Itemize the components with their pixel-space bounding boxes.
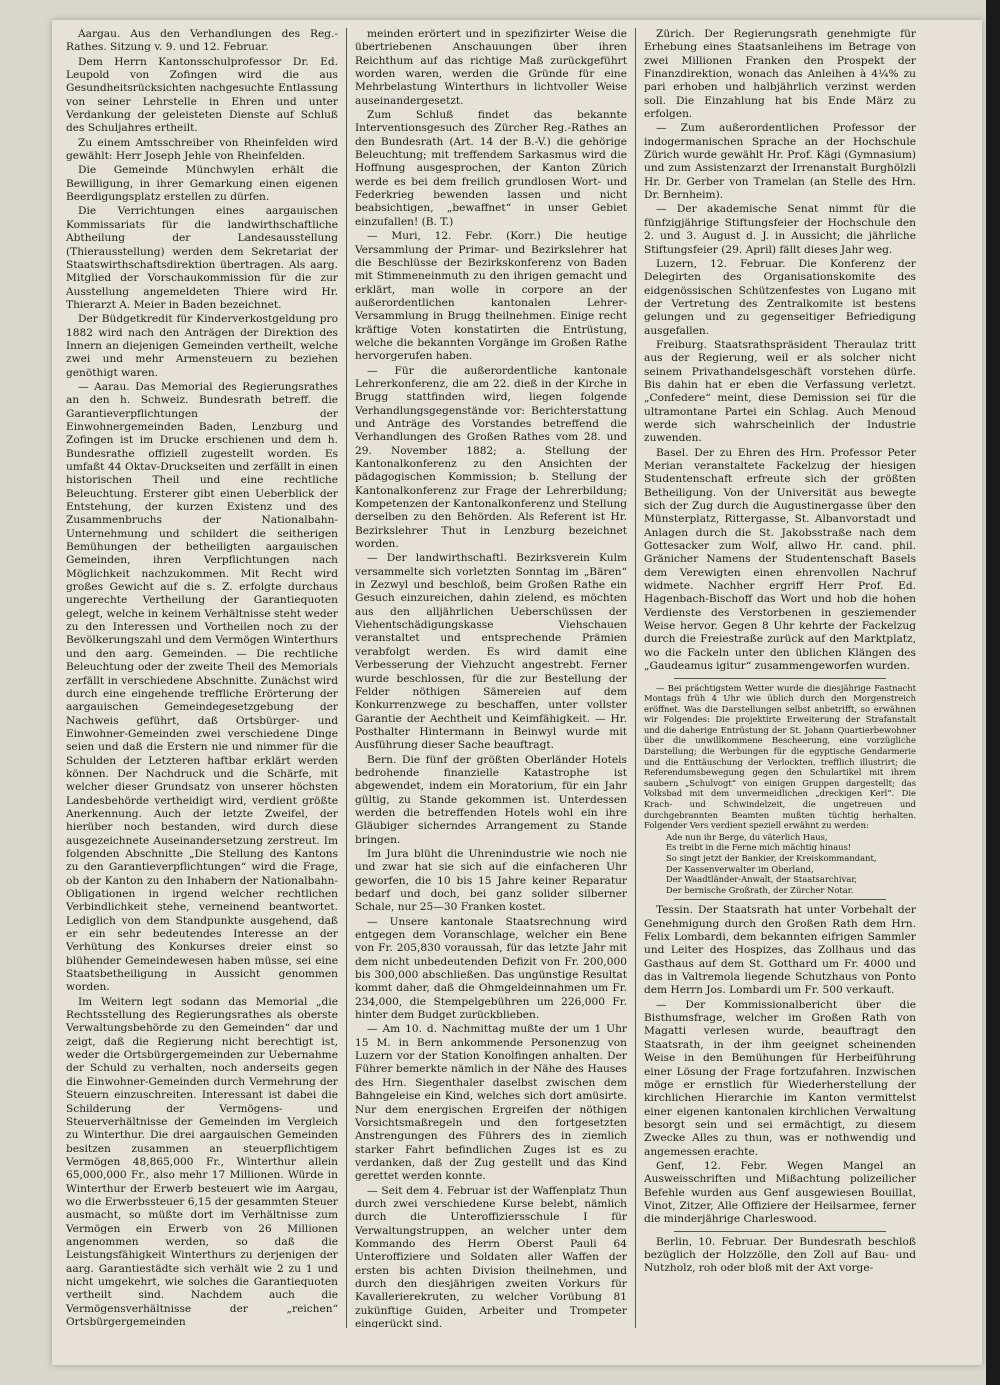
article-paragraph: Zu einem Amtsschreiber von Rheinfelden wird gewählt: Herr Joseph Jehle von Rheinfelden. [66, 136, 338, 163]
article-paragraph: — Für die außerordentliche kantonale Lehrerkonferenz, die am 22. dieß in der Kirche in Brugg stattfinden wird, liegen folgende Verhandlungsgegenstände vor: Berichterstattung und Anträge des Vorstandes betreffend die Verhandlungen des Großen Rathes vom 28. und 29. November 1882; a. Stellung der Kantonalkonferenz zu den Ansichten der pädagogischen Kommission; b. Stellung der Kantonalkonferenz zur Frage der Lehrerbildung; Kompetenzen der Kantonalkonferenz und Stellung derselben zu den Behörden. Als Referent ist Hr. Bezirkslehrer Thut in Lenzburg bezeichnet worden. [355, 364, 627, 551]
article-paragraph: Tessin. Der Staatsrath hat unter Vorbehalt der Genehmigung durch den Großen Rath dem Hrn. Felix Lombardi, dem bekannten eifrigen Sammler und Leiter des Hospizes, das Zollhaus und das Gasthaus auf dem St. Gotthard um Fr. 4000 und das in Valtremola liegende Schutzhaus von Ponto dem Herrn Jos. Lombardi um Fr. 500 verkauft. [644, 904, 916, 997]
column-middle [349, 28, 633, 1328]
article-paragraph: Luzern, 12. Februar. Die Konferenz der Delegirten des Organisationskomite des eidgenössischen Schützenfestes von Lugano mit der Vertretung des Zentralkomite ist bestens gelungen und zu gegenseitiger Befriedigung ausgefallen. [644, 257, 916, 337]
article-paragraph: Zürich. Der Regierungsrath genehmigte für Erhebung eines Staatsanleihens im Betrage von zwei Millionen Franken den Prospekt der Finanzdirektion, wonach das Anleihen à 4¼% zu pari erhoben und halbjährlich verzinst werden soll. Die Einzahlung hat bis Ende März zu erfolgen. [644, 28, 916, 121]
article-paragraph: — Der Kommissionalbericht über die Bisthumsfrage, welcher im Großen Rath von Magatti verlesen wurde, beauftragt den Staatsrath, in der ihm geeignet scheinenden Weise in den Bemühungen für Herbeiführung einer Lösung der Frage fortzufahren. Inzwischen möge er ernstlich für Wiederherstellung der kirchlichen Hierarchie im Kanton vermittelst einer eigenen kantonalen kirchlichen Verwaltung besorgt sein und sei ermächtigt, zu diesem Zwecke Alles zu thun, was er nothwendig und angemessen erachte. [644, 998, 916, 1158]
article-paragraph: — Zum außerordentlichen Professor der indogermanischen Sprache an der Hochschule Zürich wurde gewählt Hr. Prof. Kägi (Gymnasium) und zum Assistenzarzt der Irrenanstalt Burghölzli Hr. Dr. Gerber von Tramelan (an Stelle des Hrn. Dr. Bernheim). [644, 122, 916, 202]
article-paragraph: meinden erörtert und in spezifizirter Weise die übertriebenen Anschauungen über ihren Reichthum auf das richtige Maß zurückgeführt worden waren, werden die Gründe für eine Mehrbelastung Winterthurs in lichtvoller Weise auseinandergesetzt. [355, 28, 627, 107]
divider [674, 678, 886, 679]
article-paragraph: Zum Schluß findet das bekannte Interventionsgesuch des Zürcher Reg.-Rathes an den Bundesrath (Art. 14 der B.-V.) die gehörige Beleuchtung; mit treffendem Sarkasmus wird die Hoffnung ausgesprochen, der Kanton Zürich werde es bei dem freilich grundlosen Wort- und Federkrieg bewenden lassen und nicht beabsichtigen, „bewaffnet“ in unser Gebiet einzufallen! (B. T.) [355, 109, 627, 228]
scan-edge [986, 0, 1000, 1385]
article-paragraph: — Aarau. Das Memorial des Regierungsrathes an den h. Schweiz. Bundesrath betreff. die Garantieverpflichtungen der Einwohnergemeinden Baden, Lenzburg und Zofingen ist im Drucke erschienen und dem h. Bundesrathe offiziell zugestellt worden. Es umfaßt 44 Oktav-Druckseiten und zerfällt in einen historischen Theil und eine rechtliche Beleuchtung. Ersterer gibt einen Ueberblick der Entstehung, der kurzen Existenz und des Zusammenbruchs der Nationalbahn-Unternehmung und schildert die seitherigen Bemühungen der betheiligten aargauischen Gemeinden, ihren Verpflichtungen nach Möglichkeit nachzukommen. Mit Recht wird großes Gewicht auf die s. Z. erfolgte durchaus ungerechte Vertheilung der Garantiequoten gelegt, welche in keinem Verhältnisse steht weder zu den Interessen und Vortheilen noch zu der Bevölkerungszahl und dem Vermögen Winterthurs und den aarg. Gemeinden. — Die rechtliche Beleuchtung oder der zweite Theil des Memorials zerfällt in verschiedene Abschnitte. Zunächst wird durch eine eingehende treffliche Erörterung der aargauischen Gemeindegesetzgebung der Nachweis geführt, daß Ortsbürger- und Einwohner-Gemeinden zwei verschiedene Dinge seien und daß die Erstern nie und nimmer für die Schulden der Letzteren haftbar erklärt werden können. Der Nachdruck und die Schärfe, mit welcher dieser Grundsatz von unserer höchsten Landesbehörde vertheidigt wird, verdient größte Anerkennung. Auch der letzte Zweifel, der hierüber noch bestanden, wird durch diese ausgezeichnete Auseinandersetzung zerstreut. Im folgenden Abschnitte „Die Stellung des Kantons zu den Garantieverpflichtungen“ wird die Frage, ob der Kanton zu den Inhabern der Nationalbahn-Obligationen in irgend welcher rechtlichen Verbindlichkeit stehe, verneinend beantwortet. Lediglich von dem Standpunkte ausgehend, daß er ein sehr bedeutendes Interesse an der Verhütung des Konkurses dreier einst so blühender Gemeindewesen haben müsse, sei eine Staatsbetheiligung in Aussicht genommen worden. [66, 380, 338, 994]
article-paragraph: Genf, 12. Febr. Wegen Mangel an Ausweisschriften und Mißachtung polizeilicher Befehle wurden aus Genf ausgewiesen Bouillat, Vinot, Zitzer, Alle Offiziere der Heilsarmee, ferner die minderjährige Charleswood. [644, 1159, 916, 1226]
article-paragraph: Aargau. Aus den Verhandlungen des Reg.-Rathes. Sitzung v. 9. und 12. Februar. [66, 28, 338, 54]
article-paragraph: Dem Herrn Kantonsschulprofessor Dr. Ed. Leupold von Zofingen wird die aus Gesundheitsrücksichten nachgesuchte Entlassung von seiner Lehrstelle in Ehren und unter Verdankung der geleisteten Dienste auf Schluß des Schuljahres ertheilt. [66, 55, 338, 135]
verse-line: Ade nun ihr Berge, du väterlich Haus, [666, 831, 828, 842]
article-paragraph: Berlin, 10. Februar. Der Bundesrath beschloß bezüglich der Holzzölle, den Zoll auf Bau- und Nutzholz, roh oder bloß mit der Axt vorge- [644, 1235, 916, 1275]
column-left [60, 28, 344, 1328]
article-paragraph: Im Jura blüht die Uhrenindustrie wie noch nie und zwar hat sie sich auf die einfacheren Uhr geworfen, die 10 bis 15 Jahre keiner Reparatur bedarf und doch, bei ganz solider silberner Schale, nur 25—30 Franken kostet. [355, 847, 627, 914]
verse-line: Der Waadtländer-Anwalt, der Staatsarchivar, [666, 874, 858, 885]
article-paragraph: Bern. Die fünf der größten Oberländer Hotels bedrohende finanzielle Katastrophe ist abgewendet, indem ein Moratorium, für ein Jahr gültig, zu Stande gekommen ist. Unterdessen werden die betreffenden Hotels wohl ein ihre Gläubiger sicherndes Arrangement zu Stande bringen. [355, 753, 627, 846]
column-rule [635, 28, 636, 1328]
article-paragraph: — Seit dem 4. Februar ist der Waffenplatz Thun durch zwei verschiedene Kurse belebt, nämlich durch die Unteroffiziersschule I für Verwaltungstruppen, an welcher unter dem Kommando des Herrn Oberst Pauli 64 Unteroffiziere und Soldaten aller Waffen der ersten bis achten Division theilnehmen, und durch den diesjährigen zweiten Vorkurs für Kavallerierekruten, zu welcher Vorübung 81 zukünftige Guiden, Arbeiter und Trompeter eingerückt sind. [355, 1184, 627, 1328]
article-paragraph: Der Büdgetkredit für Kinderverkostgeldung pro 1882 wird nach den Anträgen der Direktion des Innern an diejenigen Gemeinden vertheilt, welche zwei und mehr Armensteuern zu beziehen genöthigt waren. [66, 313, 338, 379]
article-paragraph: — Der akademische Senat nimmt für die fünfzigjährige Stiftungsfeier der Hochschule den 2. und 3. August d. J. in Aussicht; die jährliche Stiftungsfeier (29. April) fällt dieses Jahr weg. [644, 203, 916, 256]
article-paragraph: Im Weitern legt sodann das Memorial „die Rechtsstellung des Regierungsrathes als oberste Verwaltungsbehörde zu den Gemeinden“ dar und zeigt, daß die Regierung nicht berechtigt ist, weder die Ortsbürgergemeinden zur Uebernahme der Schuld zu verhalten, noch anderseits gegen die Einwohner-Gemeinden durch Vermehrung der Steuern einzuschreiten. Interessant ist dabei die Schilderung der Vermögens- und Steuerverhältnisse der Gemeinden im Vergleich zu Winterthur. Die drei aargauischen Gemeinden besitzen zusammen an steuerpflichtigem Vermögen 48,865,000 Fr., Winterthur allein 65,000,000 Fr., also mehr 17 Millionen. Würde in Winterthur der Erwerb besteuert wie im Aargau, wo die Erwerbssteuer 6,15 der gesammten Steuer ausmacht, so müßte dort im Verhältnisse zum Vermögen ein Erwerb von 26 Millionen angenommen werden, so daß die Leistungsfähigkeit Winterthurs zu derjenigen der aarg. Garantiestädte sich verhält wie 2 zu 1 und nicht umgekehrt, wie solches die Garantiequoten vertheilt sind. Nachdem auch die Vermögensverhältnisse der „reichen“ Ortsbürgergemeinden [66, 995, 338, 1328]
article-paragraph: Basel. Der zu Ehren des Hrn. Professor Peter Merian veranstaltete Fackelzug der hiesigen Studentenschaft erfreute sich der größten Betheiligung. Von der Universität aus bewegte sich der Zug durch die Augustinergasse über den Münsterplatz, Rittergasse, St. Albanvorstadt und Anlagen durch die St. Jakobsstraße nach dem Gottesacker zum Wolf, allwo Hr. cand. phil. Gränicher Namens der Studentenschaft Basels dem Verewigten einen ehrenvollen Nachruf widmete. Nachher ergriff Herr Prof. Ed. Hagenbach-Bischoff das Wort und hob die hohen Verdienste des Verstorbenen in gesziemender Weise hervor. Gegen 8 Uhr kehrte der Fackelzug durch die Freiestraße zurück auf den Marktplatz, wo die Fackeln unter den üblichen Klängen des „Gaudeamus igitur“ zusammengeworfen wurden. [644, 446, 916, 673]
verse-line: So singt jetzt der Bankier, der Kreiskommandant, [666, 853, 877, 863]
verse-line: Der Kassenverwalter im Oberland, [666, 863, 814, 874]
article-paragraph: — Unsere kantonale Staatsrechnung wird entgegen dem Voranschlage, welcher ein Bene von Fr. 205,830 voraussah, für das letzte Jahr mit dem nicht unbedeutenden Defizit von Fr. 200,000 bis 300,000 abschließen. Das ungünstige Resultat kommt daher, daß die Ohmgeldeinnahmen um Fr. 234,000, die Stempelgebühren um 226,000 Fr. hinter dem Budget zurückblieben. [355, 915, 627, 1022]
article-paragraph: — Der landwirthschaftl. Bezirksverein Kulm versammelte sich vorletzten Sonntag im „Bären“ in Zezwyl und beschloß, beim Großen Rathe ein Gesuch einzureichen, dahin zielend, es möchten aus den alljährlichen Ueberschüssen der Viehentschädigungskasse Viehschauen veranstaltet und entsprechende Prämien verabfolgt werden. Es wird damit eine Verbesserung der Viehzucht angestrebt. Ferner wurde beschlossen, für die zur Bestellung der Felder nöthigen Sämereien auf dem Konkurrenzwege zu beschaffen, unter vollster Garantie der Aechtheit und Keimfähigkeit. — Hr. Posthalter Hintermann in Beinwyl wurde mit Ausführung dieser Sache beauftragt. [355, 552, 627, 752]
article-columns [60, 28, 935, 1328]
verse-line: Der bernische Großrath, der Zürcher Notar. [666, 884, 854, 895]
article-paragraph: — Am 10. d. Nachmittag mußte der um 1 Uhr 15 M. in Bern ankommende Personenzug von Luzern vor der Station Konolfingen anhalten. Der Führer bemerkte nämlich in der Nähe des Hauses des Hrn. Siegenthaler daselbst zwischen dem Bahngeleise ein Kind, welches sich dort amüsirte. Nur dem energischen Ergreifen der nöthigen Vorsichtsmaßregeln und den fortgesetzten Anstrengungen des Führers des in ziemlich starker Fahrt befindlichen Zuges ist es zu verdanken, daß der Zug gestellt und das Kind gerettet werden konnte. [355, 1023, 627, 1183]
article-paragraph: Die Gemeinde Münchwylen erhält die Bewilligung, in ihrer Gemarkung einen eigenen Beerdigungsplatz erstellen zu dürfen. [66, 164, 338, 204]
divider [674, 1231, 886, 1232]
verse-line: Es treibt in die Ferne mich mächtig hinaus! [666, 842, 852, 853]
column-right [638, 28, 922, 1328]
article-paragraph: Die Verrichtungen eines aargauischen Kommissariats für die landwirthschaftliche Abtheilung der Landesausstellung (Thierausstellung) werden dem Sekretariat der Staatswirthschaftsdirektion übertragen. Als aarg. Mitglied der Vorschaukommission für die zur Ausstellung angemeldeten Thiere wird Hr. Thierarzt A. Meier in Baden bezeichnet. [66, 205, 338, 311]
column-rule [346, 28, 347, 1328]
article-paragraph: Freiburg. Staatsrathspräsident Theraulaz tritt aus der Regierung, weil er als solcher nicht seinem Privathandelsgeschäft vorstehen dürfe. Bis dahin hat er eben die Verfassung verletzt. „Confedere“ meint, diese Demission sei für die ultramontane Partei ein Schlag. Auch Menoud werde sich wahrscheinlich der Industrie zuwenden. [644, 338, 916, 445]
divider [674, 899, 886, 900]
article-paragraph: — Muri, 12. Febr. (Korr.) Die heutige Versammlung der Primar- und Bezirkslehrer hat die Beschlüsse der Bezirkskonferenz von Baden mit Stimmeneinmuth zu den ihrigen gemacht und erklärt, man wolle in corpore an der außerordentlichen kantonalen Lehrer-Versammlung in Brugg theilnehmen. Einige recht kräftige Voten konstatirten die Entrüstung, welche die bekannten Vorgänge im Großen Rathe hervorgerufen haben. [355, 230, 627, 363]
article-paragraph: — Bei prächtigstem Wetter wurde die diesjährige Fastnacht Montags früh 4 Uhr wie üblich durch den Morgenstreich eröffnet. Was die Darstellungen selbst anbetrifft, so erwähnen wir Folgendes: Die projektirte Erweiterung der Strafanstalt und die daherige Entrüstung der St. Johann Quartierbewohner über die unwillkommene Bescheerung, eine vorzügliche Darstellung; die Werbungen für die egyptische Gendarmerie und die Enttäuschung der Verlockten, trefflich illustrirt; die Referendumsbewegung gegen den Schulartikel mit ihrem saubern „Schulvogt“ von einigen Gruppen dargestellt; das Volksbad mit dem unvermeidlichen „dreckigen Kerl“. Die Krach- und Schwindelzeit, die ungetreuen und durchgebrannten Beamten mußten tüchtig herhalten. Folgender Vers verdient speziell erwähnt zu werden: [644, 682, 916, 831]
